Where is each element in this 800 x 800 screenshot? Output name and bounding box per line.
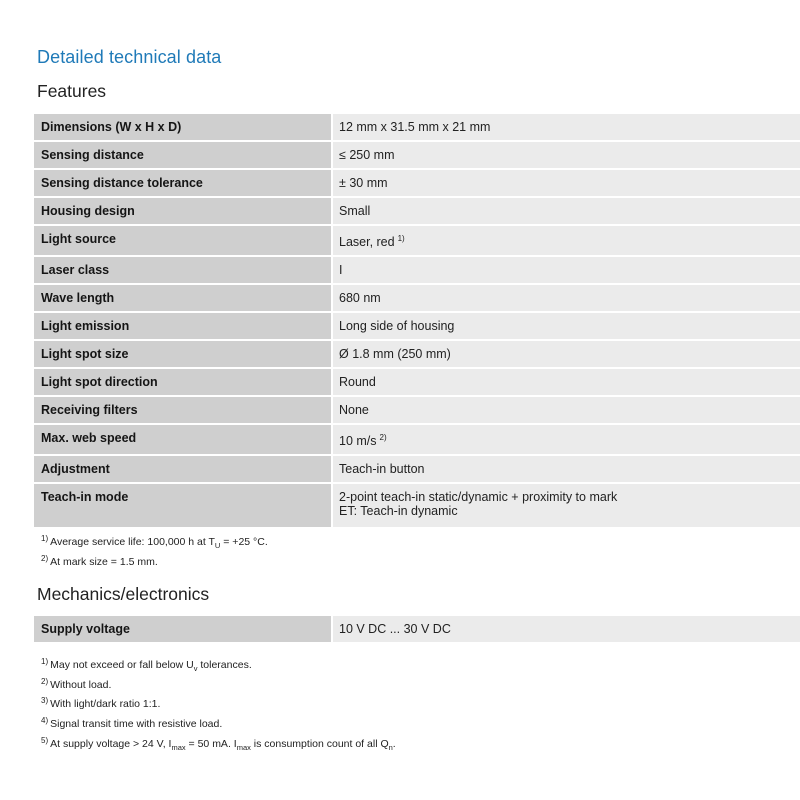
- features-table: [34, 114, 800, 529]
- footnote: [41, 738, 396, 750]
- row-label: Dimensions (W x H x D): [34, 114, 333, 142]
- footnote-number: 1): [41, 657, 49, 666]
- footnote-text: Average service life: 100,000 h at T: [50, 536, 215, 548]
- footnote-number: 2): [41, 677, 49, 686]
- row-label: Light source: [34, 226, 333, 257]
- footnote-text: = 50 mA. I: [185, 738, 237, 750]
- row-value: 12 mm x 31.5 mm x 21 mm: [333, 114, 800, 142]
- row-value: None: [333, 397, 800, 425]
- footnote-text: tolerances.: [197, 659, 252, 671]
- row-value: I: [333, 257, 800, 285]
- footnote-text: .: [392, 738, 396, 750]
- footnote-subscript: v: [193, 664, 198, 673]
- row-value: [333, 425, 800, 456]
- footnote-ref: 1): [397, 234, 405, 243]
- table-row: [34, 198, 800, 226]
- table-row: [34, 226, 800, 257]
- footnote-number: 5): [41, 736, 49, 745]
- row-label: Housing design: [34, 198, 333, 226]
- table-row: [34, 425, 800, 456]
- row-label: Light spot size: [34, 341, 333, 369]
- row-label: Receiving filters: [34, 397, 333, 425]
- row-label: Adjustment: [34, 456, 333, 484]
- row-value-line: ET: Teach-in dynamic: [339, 504, 458, 518]
- mechanics-heading: Mechanics/electronics: [37, 584, 210, 604]
- table-row: [34, 257, 800, 285]
- row-value-text: 10 m/s: [339, 434, 377, 448]
- row-value-text: Laser, red: [339, 235, 395, 249]
- footnote: [41, 536, 268, 548]
- row-value: [333, 484, 800, 529]
- footnote-number: 4): [41, 716, 49, 725]
- row-value: Small: [333, 198, 800, 226]
- footnote-text: is consumption count of all Q: [250, 738, 389, 750]
- footnote-ref: 2): [379, 433, 387, 442]
- row-value: Long side of housing: [333, 313, 800, 341]
- row-value: Round: [333, 369, 800, 397]
- row-label: Teach-in mode: [34, 484, 333, 529]
- row-label: Wave length: [34, 285, 333, 313]
- footnote-subscript: n: [388, 743, 393, 752]
- row-value: Ø 1.8 mm (250 mm): [333, 341, 800, 369]
- footnote-subscript: max: [236, 743, 251, 752]
- table-row: [34, 114, 800, 142]
- row-value: 680 nm: [333, 285, 800, 313]
- footnote: [41, 679, 111, 691]
- footnote: [41, 659, 252, 671]
- mechanics-table: [34, 616, 800, 644]
- table-row: [34, 369, 800, 397]
- row-value-line: 2-point teach-in static/dynamic + proximity to mark: [339, 490, 618, 504]
- footnote-subscript: U: [214, 541, 221, 550]
- footnote-text: Signal transit time with resistive load.: [50, 718, 223, 730]
- table-row: [34, 170, 800, 198]
- row-value: [333, 226, 800, 257]
- footnote: [41, 698, 160, 710]
- table-row: [34, 285, 800, 313]
- table-row: [34, 456, 800, 484]
- footnote-text: Without load.: [50, 679, 112, 691]
- row-label: Sensing distance: [34, 142, 333, 170]
- row-value: ≤ 250 mm: [333, 142, 800, 170]
- footnote: [41, 556, 158, 568]
- footnote-text: At supply voltage > 24 V, I: [50, 738, 172, 750]
- row-value: 10 V DC ... 30 V DC: [333, 616, 800, 644]
- table-row: [34, 313, 800, 341]
- row-value: ± 30 mm: [333, 170, 800, 198]
- footnote-text: At mark size = 1.5 mm.: [50, 556, 158, 568]
- row-label: Light emission: [34, 313, 333, 341]
- footnote-number: 1): [41, 534, 49, 543]
- footnote: [41, 718, 222, 730]
- row-label: Sensing distance tolerance: [34, 170, 333, 198]
- table-row: [34, 484, 800, 529]
- footnote-text: With light/dark ratio 1:1.: [50, 698, 161, 710]
- table-row: [34, 397, 800, 425]
- footnote-text: = +25 °C.: [220, 536, 268, 548]
- table-row: [34, 616, 800, 644]
- row-label: Max. web speed: [34, 425, 333, 456]
- row-label: Supply voltage: [34, 616, 333, 644]
- table-row: [34, 341, 800, 369]
- row-value: Teach-in button: [333, 456, 800, 484]
- row-label: Laser class: [34, 257, 333, 285]
- row-label: Light spot direction: [34, 369, 333, 397]
- footnote-text: May not exceed or fall below U: [50, 659, 194, 671]
- table-row: [34, 142, 800, 170]
- features-heading: Features: [37, 81, 107, 101]
- footnote-number: 2): [41, 554, 49, 563]
- page-title: Detailed technical data: [37, 47, 222, 67]
- footnote-subscript: max: [171, 743, 186, 752]
- footnote-number: 3): [41, 696, 49, 705]
